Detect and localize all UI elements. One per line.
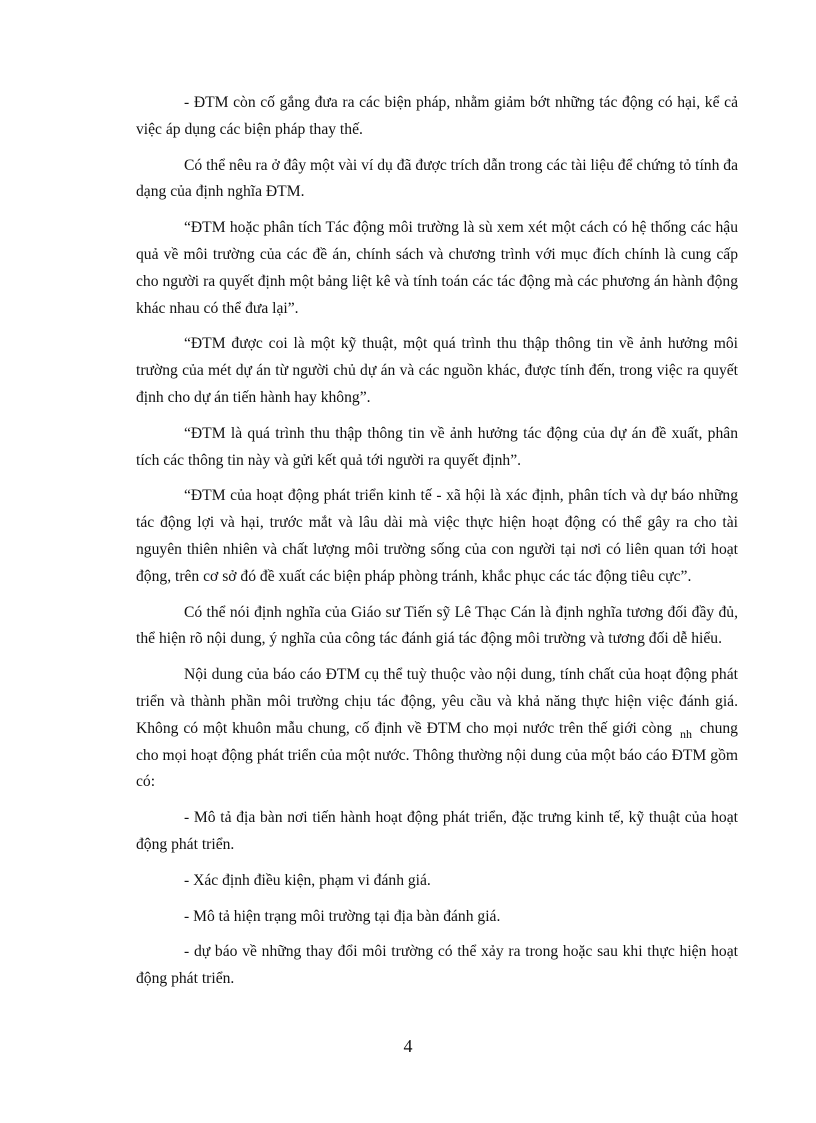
list-item-conditions: - Xác định điều kiện, phạm vi đánh giá. [184,871,431,889]
paragraph-definition-2: “ĐTM được coi là một kỹ thuật, một quá trình thu thập thông tin về ảnh hưởng môi trường của mét dự án từ người chủ dự án và các nguồn khác, được tính đến, trong việc ra quyết định cho dự án tiến hành hay không”. [136,335,738,406]
document-body [136,90,738,993]
paragraph-definition-4: “ĐTM của hoạt động phát triển kinh tế - xã hội là xác định, phân tích và dự báo những tác động lợi và hại, trước mắt và lâu dài mà việc thực hiện hoạt động có thể gây ra cho tài nguyên thiên nhiên và chất lượng môi trường sống của con người tại nơi có liên quan tới hoạt động, trên cơ sở đó đề xuất các biện pháp phòng tránh, khắc phục các tác động tiêu cực”. [136,487,738,585]
paragraph-assessment: Có thể nói định nghĩa của Giáo sư Tiến sỹ Lê Thạc Cán là định nghĩa tương đối đầy đủ, thể hiện rõ nội dung, ý nghĩa của công tác đánh giá tác động môi trường và tương đối dễ hiểu. [136,603,738,648]
subscript-fragment: nh [679,726,692,741]
page-number: 4 [403,1036,413,1056]
paragraph-definition-3: “ĐTM là quá trình thu thập thông tin về ảnh hưởng tác động của dự án đề xuất, phân tích các thông tin này và gửi kết quả tới người ra quyết định”. [136,424,738,469]
list-item-forecast: - dự báo về những thay đổi môi trường có thể xảy ra trong hoặc sau khi thực hiện hoạt động phát triển. [136,943,738,988]
report-content-text-before: Nội dung của báo cáo ĐTM cụ thể tuỳ thuộc vào nội dung, tính chất của hoạt động phát triển và thành phần môi trường chịu tác động, yêu cầu và khả năng thực hiện việc đánh giá. Không có một khuôn mẫu chung, cố định về ĐTM cho mọi nước trên thế giới còng [136,666,738,737]
paragraph-mitigation: - ĐTM còn cố gắng đưa ra các biện pháp, nhằm giảm bớt những tác động có hại, kể cả việc áp dụng các biện pháp thay thế. [136,94,738,138]
paragraph-report-content [136,662,738,796]
paragraph-definition-1: “ĐTM hoặc phân tích Tác động môi trường là sù xem xét một cách có hệ thống các hậu quả về môi trường của các đề án, chính sách và chương trình với mục đích chính là cung cấp cho người ra quyết định một bảng liệt kê và tính toán các tác động mà các phương án hành động khác nhau có thể đưa lại”. [136,219,738,317]
list-item-current-state: - Mô tả hiện trạng môi trường tại địa bàn đánh giá. [184,907,501,925]
list-item-describe-area: - Mô tả địa bàn nơi tiến hành hoạt động phát triển, đặc trưng kinh tế, kỹ thuật của hoạt động phát triển. [136,809,738,853]
report-content-text-after: chung cho mọi hoạt động phát triển của một nước. Thông thường nội dung của một báo cáo ĐTM gồm có: [136,719,738,791]
paragraph-examples-intro: Có thể nêu ra ở đây một vài ví dụ đã được trích dẫn trong các tài liệu để chứng tỏ tính đa dạng của định nghĩa ĐTM. [136,156,738,201]
